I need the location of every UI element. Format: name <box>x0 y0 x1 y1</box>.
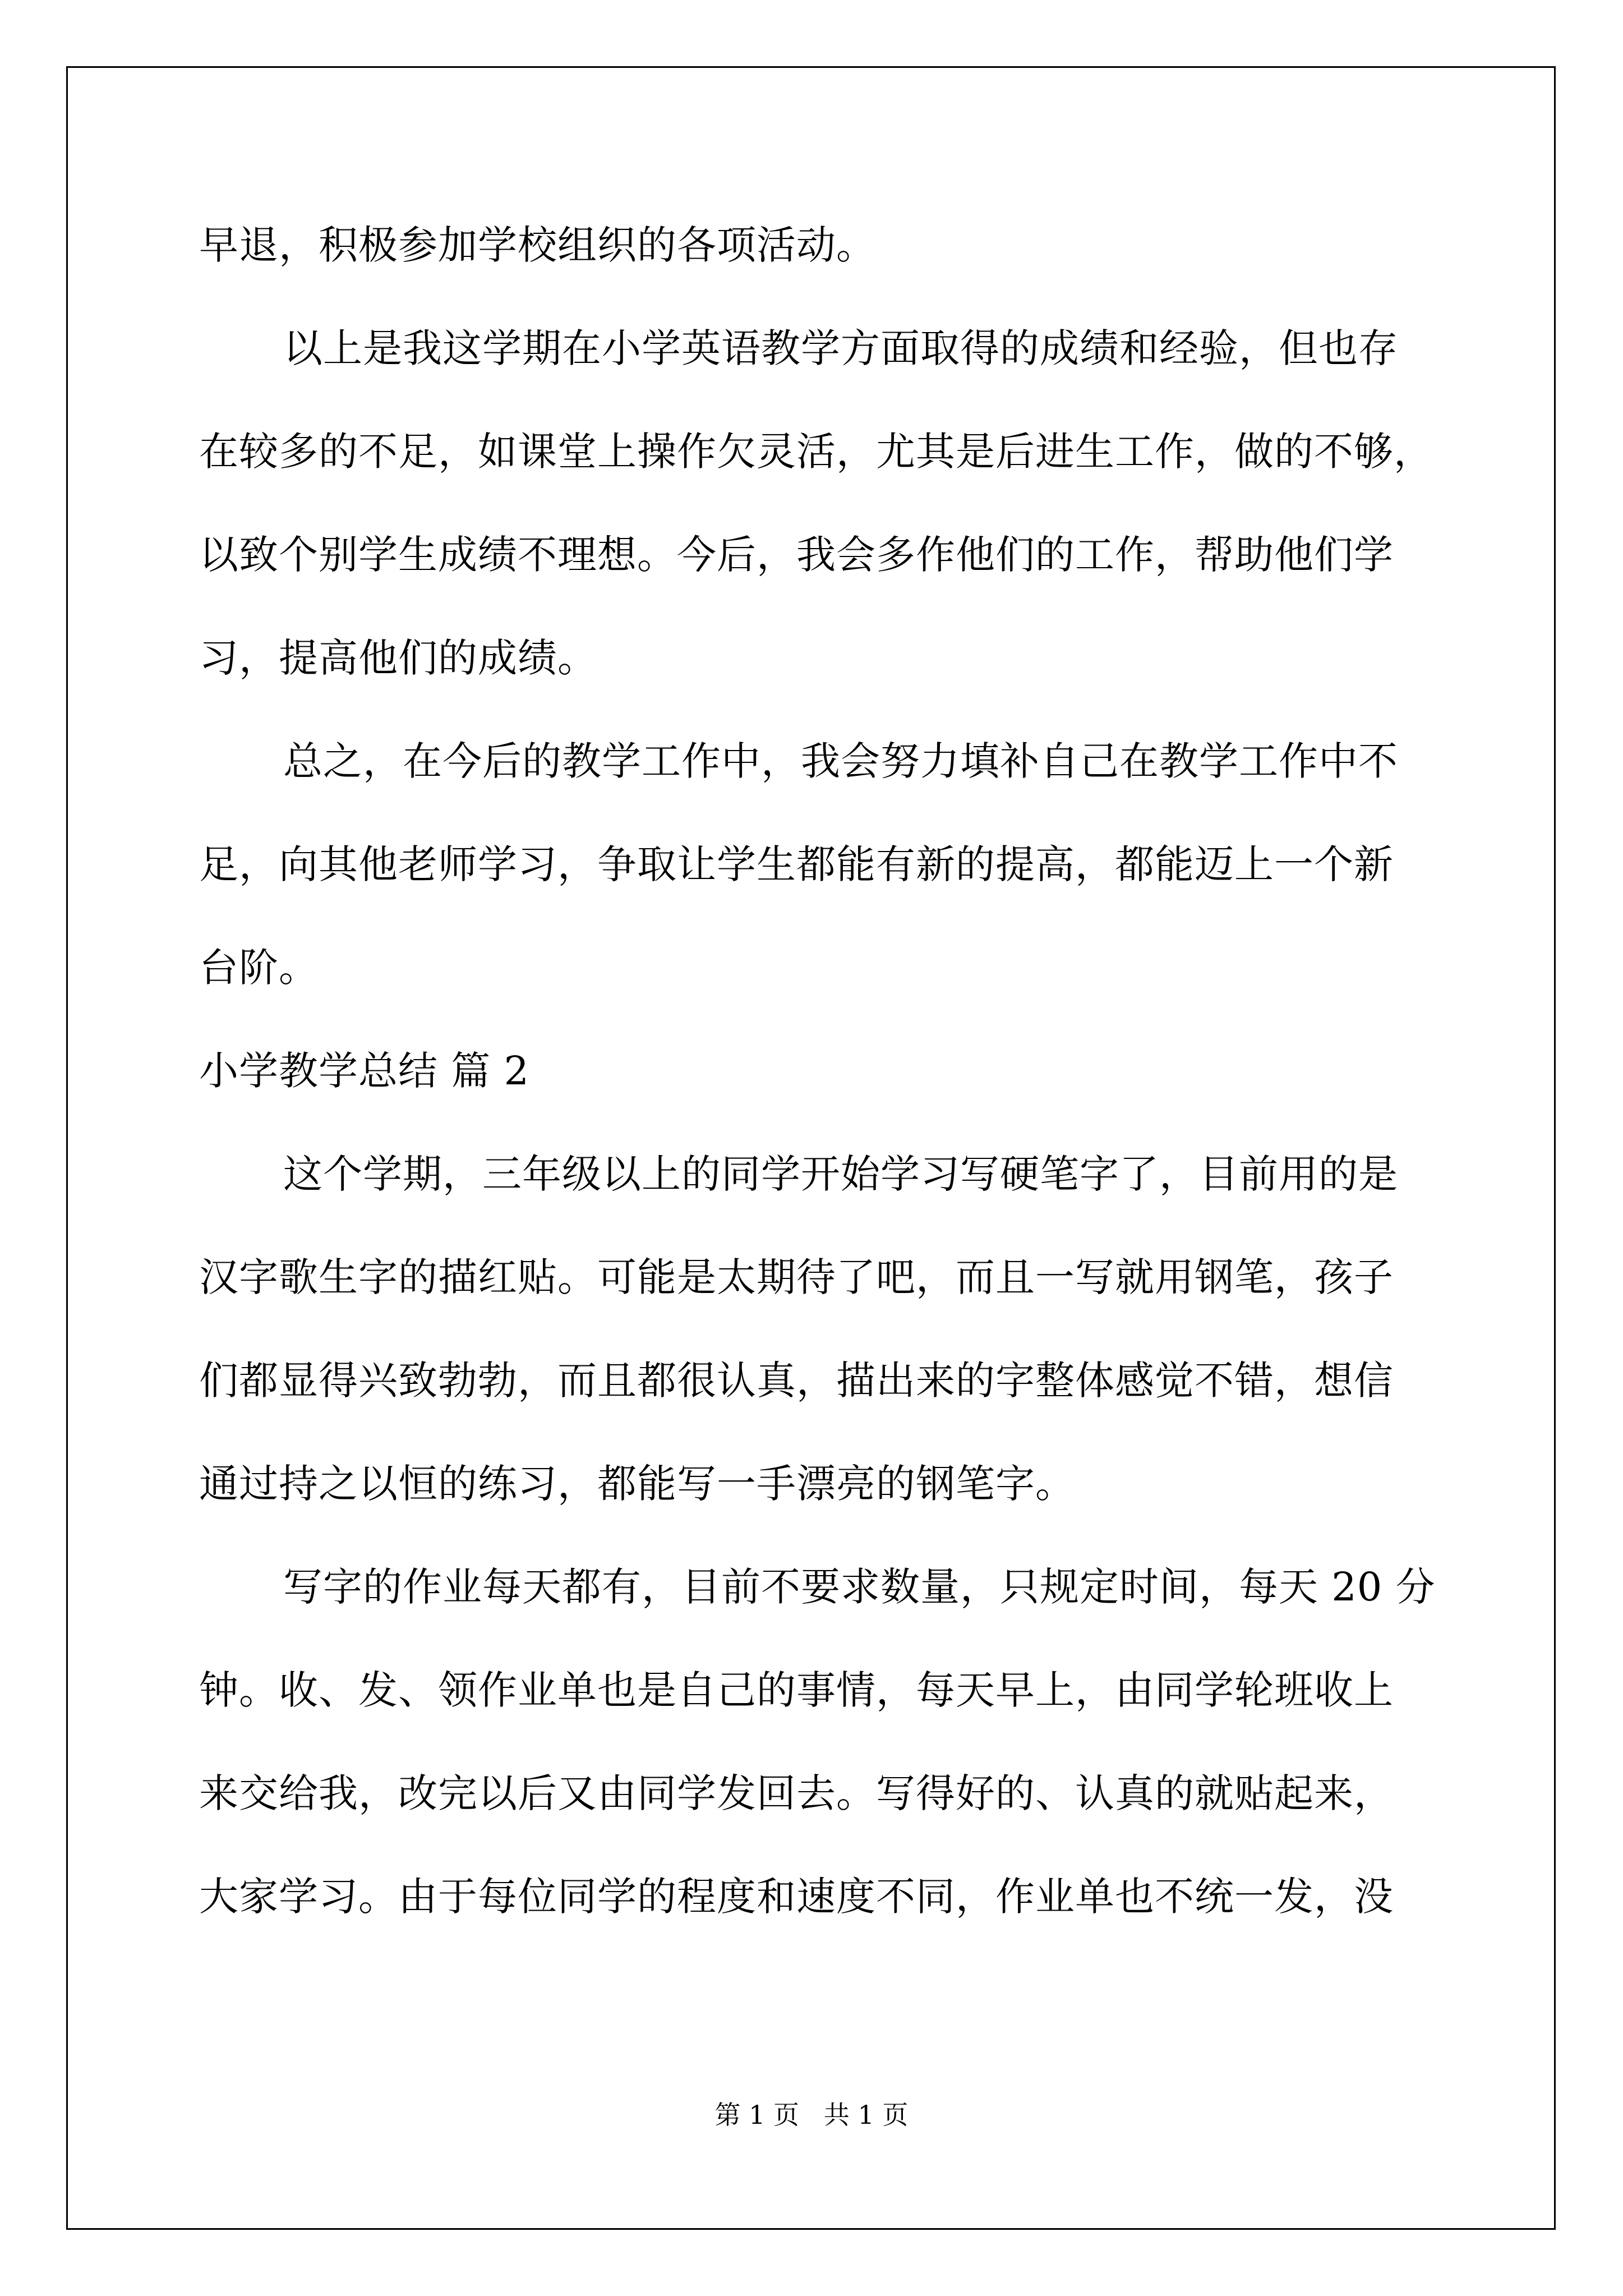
text-line: 钟。收、发、领作业单也是自己的事情，每天早上，由同学轮班收上 <box>199 1667 1394 1713</box>
text-line: 足，向其他老师学习，争取让学生都能有新的提高，都能迈上一个新 <box>199 841 1394 887</box>
text-line: 通过持之以恒的练习，都能写一手漂亮的钢笔字。 <box>199 1461 1075 1507</box>
text-line: 台阶。 <box>199 945 319 991</box>
text-line: 来交给我，改完以后又由同学发回去。写得好的、认真的就贴起来， <box>199 1770 1394 1816</box>
paragraph-start-line: 写字的作业每天都有，目前不要求数量，只规定时间，每天 20 分 <box>283 1564 1436 1610</box>
text-line: 在较多的不足，如课堂上操作欠灵活，尤其是后进生工作，做的不够， <box>199 429 1433 475</box>
text-line: 汉字歌生字的描红贴。可能是太期待了吧，而且一写就用钢笔，孩子 <box>199 1254 1394 1300</box>
text-line: 以致个别学生成绩不理想。今后，我会多作他们的工作，帮助他们学 <box>199 532 1394 578</box>
paragraph-start-line: 这个学期，三年级以上的同学开始学习写硬笔字了，目前用的是 <box>283 1151 1398 1197</box>
text-line: 习，提高他们的成绩。 <box>199 635 597 681</box>
paragraph-start-line: 以上是我这学期在小学英语教学方面取得的成绩和经验，但也存 <box>283 325 1398 371</box>
document-body <box>199 194 1436 1948</box>
paragraph-start-line: 总之，在今后的教学工作中，我会努力填补自己在教学工作中不 <box>283 738 1398 784</box>
text-line: 大家学习。由于每位同学的程度和速度不同，作业单也不统一发，没 <box>199 1874 1394 1920</box>
page-footer: 第 1 页 共 1 页 <box>714 2100 909 2130</box>
section-heading: 小学教学总结 篇 2 <box>199 1048 530 1094</box>
text-line: 们都显得兴致勃勃，而且都很认真，描出来的字整体感觉不错，想信 <box>199 1358 1394 1404</box>
text-line: 早退，积极参加学校组织的各项活动。 <box>199 222 876 268</box>
